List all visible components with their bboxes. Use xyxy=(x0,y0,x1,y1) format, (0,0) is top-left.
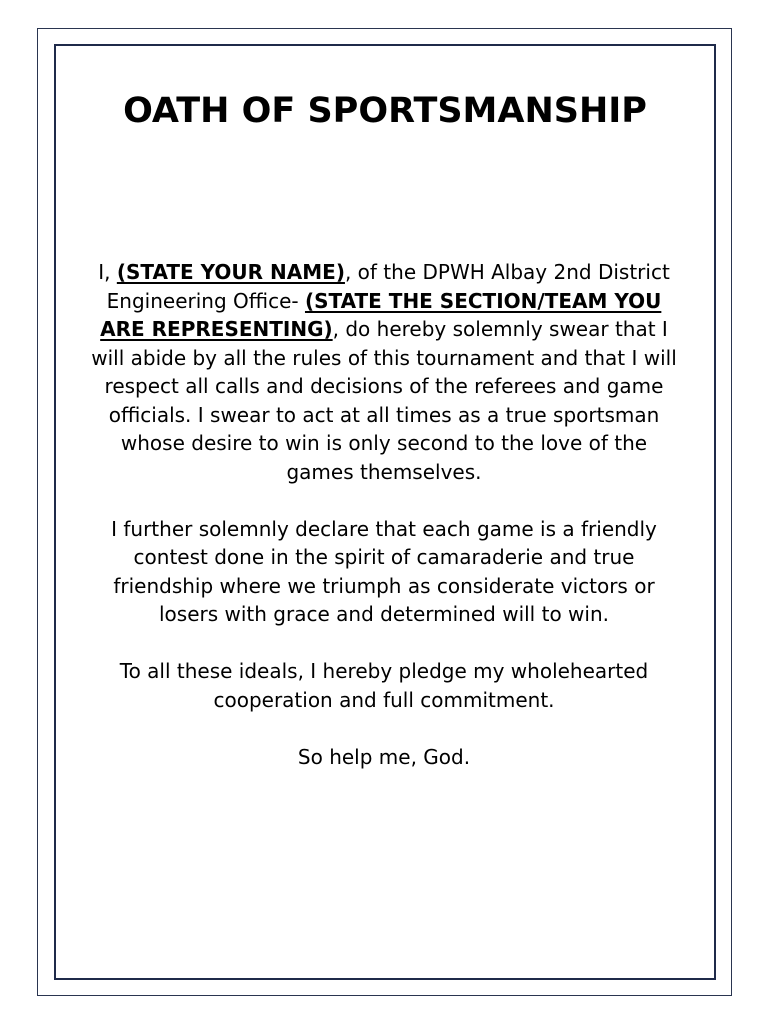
oath-closing: So help me, God. xyxy=(297,744,471,769)
oath-paragraph-2: I further solemnly declare that each game is a friendly contest done in the spirit of camaraderie and true friendship where we triumph as considerate victors or losers with grace and determined will to win. xyxy=(111,516,657,626)
section-fill-in-field: (STATE THE SECTION/TEAM YOU ARE REPRESENTING) xyxy=(100,288,662,341)
oath-lead: I, xyxy=(98,260,117,284)
name-fill-in-field: (STATE YOUR NAME) xyxy=(116,260,345,284)
oath-paragraph-1-rest: , do hereby solemnly swear that I will abide by all the rules of this tournament and that I will respect all calls and decisions of the referees and game officials. I swear to act at all times as a true sportsman whose desire to win is only second to the love of the games themselves. xyxy=(91,317,677,484)
oath-paragraph-1 xyxy=(88,258,680,486)
document-title: OATH OF SPORTSMANSHIP xyxy=(123,91,647,131)
oath-body xyxy=(88,258,680,800)
office-text: , of the DPWH Albay 2nd District Engineering Office- xyxy=(106,260,670,313)
oath-paragraph-3: To all these ideals, I hereby pledge my wholehearted cooperation and full commitment. xyxy=(119,659,649,712)
